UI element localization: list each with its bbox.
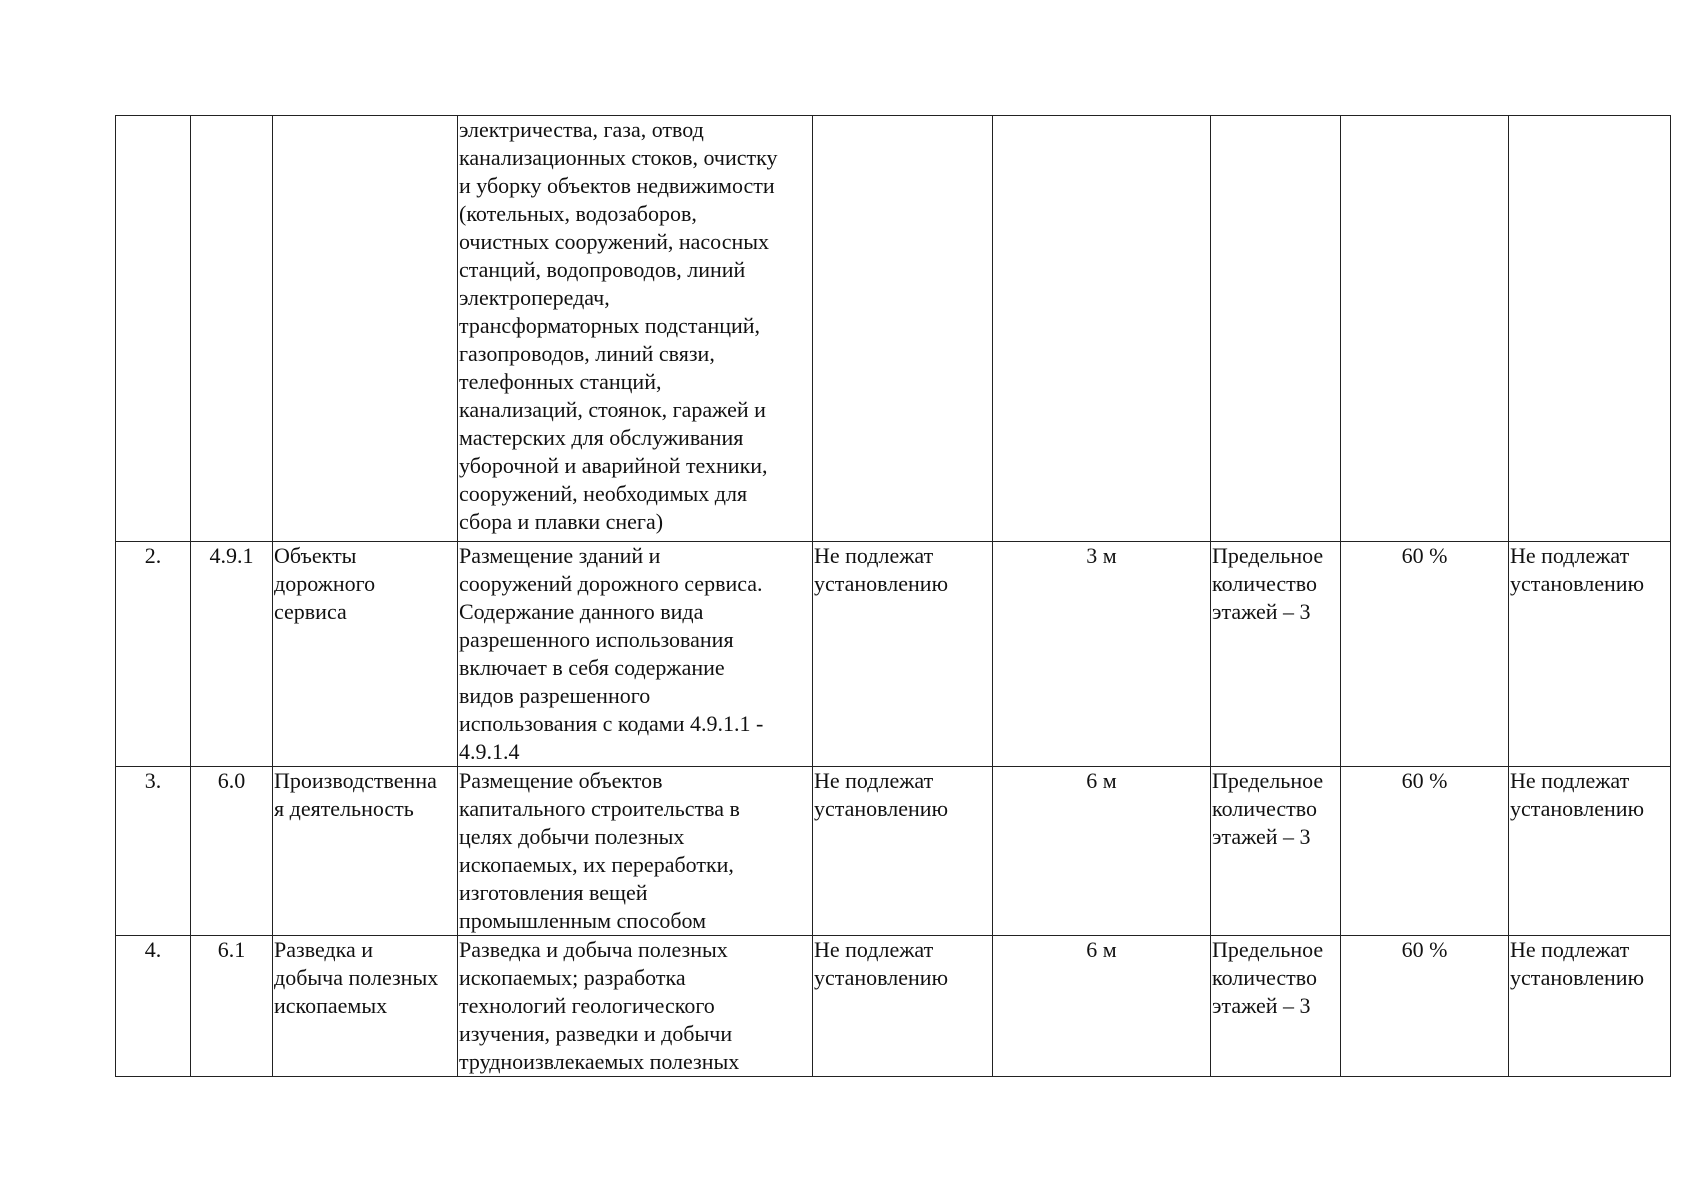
floors-cell: Предельное количество этажей – 3 xyxy=(1211,542,1341,767)
use-description-cell: Разведка и добыча полезных ископаемых; разработка технологий геологического изучения, разведки и добычи трудноизвлекаемых полезных xyxy=(458,936,813,1077)
use-name-cell: Разведка и добыча полезных ископаемых xyxy=(273,936,458,1077)
floors-cell xyxy=(1211,116,1341,542)
other-limits-cell: Не подлежат установлению xyxy=(1509,936,1671,1077)
table-row xyxy=(116,542,1671,767)
use-description-cell: Размещение объектов капитального строительства в целях добычи полезных ископаемых, их переработки, изготовления вещей промышленным способом xyxy=(458,767,813,936)
coverage-cell: 60 % xyxy=(1341,542,1509,767)
coverage-cell: 60 % xyxy=(1341,767,1509,936)
plot-size-cell: Не подлежат установлению xyxy=(813,542,993,767)
row-number-cell: 3. xyxy=(116,767,191,936)
other-limits-cell: Не подлежат установлению xyxy=(1509,767,1671,936)
floors-cell: Предельное количество этажей – 3 xyxy=(1211,767,1341,936)
plot-size-cell: Не подлежат установлению xyxy=(813,936,993,1077)
use-code-cell xyxy=(191,116,273,542)
table-row xyxy=(116,767,1671,936)
row-number-cell: 4. xyxy=(116,936,191,1077)
use-code-cell: 6.0 xyxy=(191,767,273,936)
row-number-cell xyxy=(116,116,191,542)
setback-cell: 3 м xyxy=(993,542,1211,767)
setback-cell xyxy=(993,116,1211,542)
use-name-cell xyxy=(273,116,458,542)
other-limits-cell xyxy=(1509,116,1671,542)
use-code-cell: 4.9.1 xyxy=(191,542,273,767)
coverage-cell: 60 % xyxy=(1341,936,1509,1077)
plot-size-cell: Не подлежат установлению xyxy=(813,767,993,936)
other-limits-cell: Не подлежат установлению xyxy=(1509,542,1671,767)
zoning-regulations-table xyxy=(115,115,1671,1077)
setback-cell: 6 м xyxy=(993,767,1211,936)
row-number-cell: 2. xyxy=(116,542,191,767)
table-row xyxy=(116,936,1671,1077)
setback-cell: 6 м xyxy=(993,936,1211,1077)
use-description-cell: электричества, газа, отвод канализационных стоков, очистку и уборку объектов недвижимости (котельных, водозаборов, очистных сооружений, насосных станций, водопроводов, линий электропередач, трансформаторных подстанций, газопроводов, линий связи, телефонных станций, канализаций, стоянок, гаражей и мастерских для обслуживания уборочной и аварийной техники, сооружений, необходимых для сбора и плавки снега) xyxy=(458,116,813,542)
use-name-cell: Объекты дорожного сервиса xyxy=(273,542,458,767)
plot-size-cell xyxy=(813,116,993,542)
use-code-cell: 6.1 xyxy=(191,936,273,1077)
use-name-cell: Производственна я деятельность xyxy=(273,767,458,936)
table-row xyxy=(116,116,1671,542)
coverage-cell xyxy=(1341,116,1509,542)
floors-cell: Предельное количество этажей – 3 xyxy=(1211,936,1341,1077)
use-description-cell: Размещение зданий и сооружений дорожного сервиса. Содержание данного вида разрешенного использования включает в себя содержание видов разрешенного использования с кодами 4.9.1.1 - 4.9.1.4 xyxy=(458,542,813,767)
